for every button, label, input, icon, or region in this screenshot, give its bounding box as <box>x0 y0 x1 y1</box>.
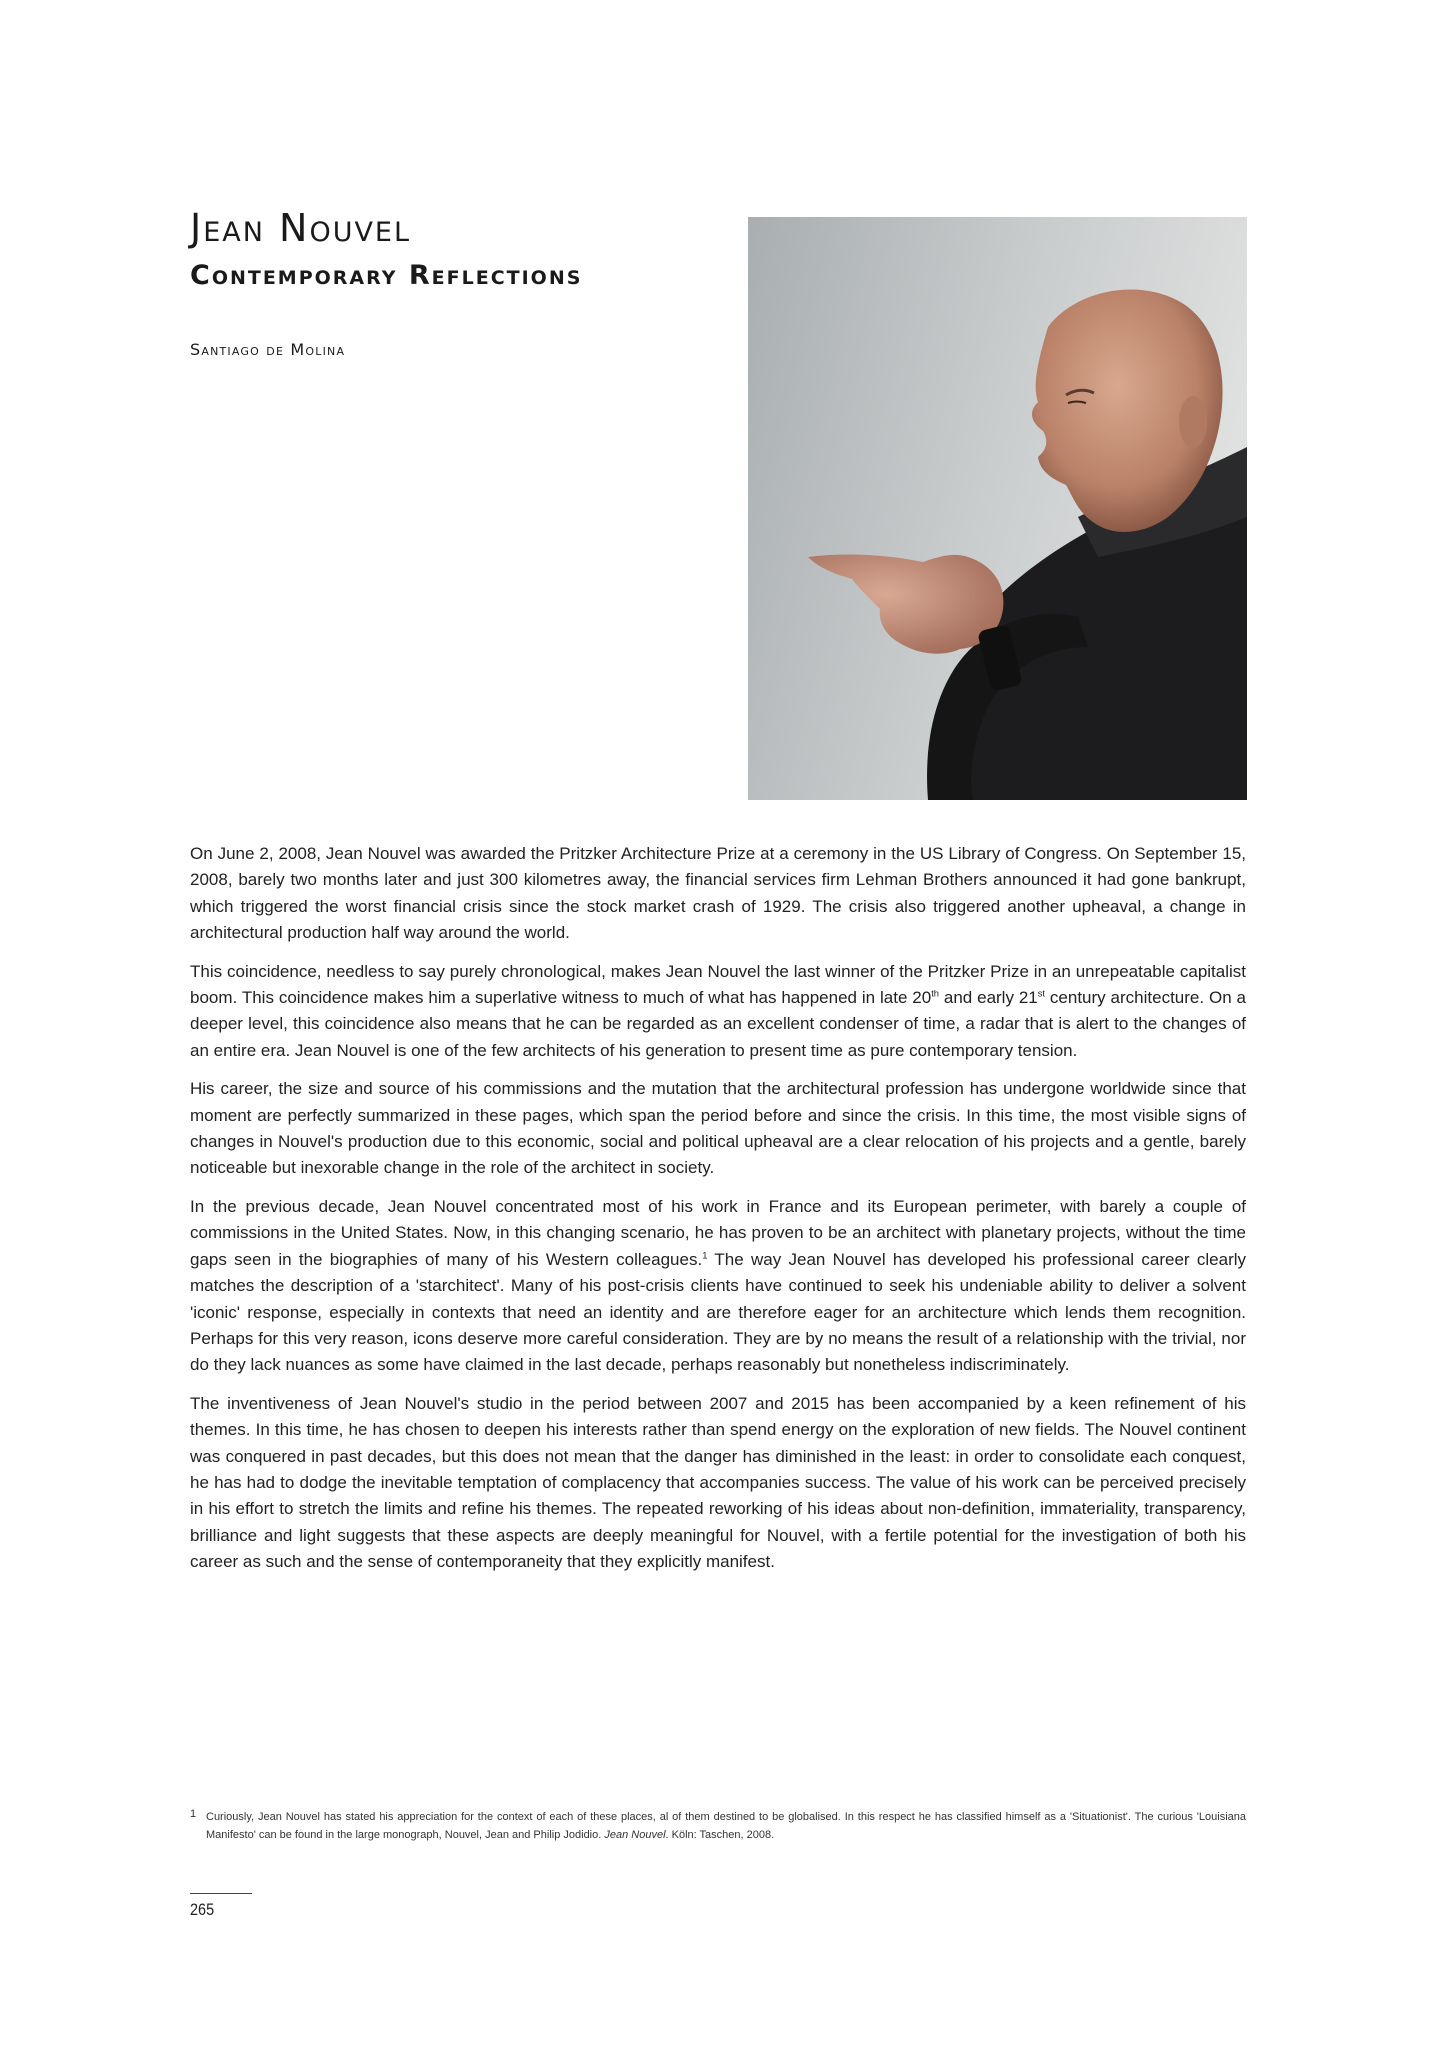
footnote-text <box>190 1808 1246 1844</box>
portrait-photo <box>748 217 1247 800</box>
footnote <box>190 1808 1246 1844</box>
text-run: On June 2, 2008, Jean Nouvel was awarded the Pritzker Architecture Prize at a ceremony in the US Library of Congress. On September 15, 2008, barely two months later and just 300 kilometres away, the financial services firm Lehman Brothers announced it had gone bankrupt, which triggered the worst financial crisis since the stock market crash of 1929. The crisis also triggered another upheaval, a change in architectural production half way around the world. <box>190 844 1246 943</box>
text-run: His career, the size and source of his commissions and the mutation that the architectural profession has undergone worldwide since that moment are perfectly summarized in these pages, which span the period before and since the crisis. In this time, the most visible signs of changes in Nouvel's production due to this economic, social and political upheaval are a clear relocation of his projects and a gentle, barely noticeable but inexorable change in the role of the architect in society. <box>190 1079 1246 1178</box>
author-name: Santiago de Molina <box>190 340 346 359</box>
footnote-number: 1 <box>190 1808 197 1820</box>
text-run: Curiously, Jean Nouvel has stated his appreciation for the context of each of these places, al of them destined to be globalised. In this respect he has classified himself as a 'Situationist'. The curious 'Louisiana Manifesto' can be found in the large monograph, Nouvel, Jean and Philip Jodidio. <box>206 1811 1246 1841</box>
article-body <box>190 841 1246 1588</box>
text-run: In the previous decade, Jean Nouvel concentrated most of his work in France and its European perimeter, with barely a couple of commissions in the United States. Now, in this changing scenario, he has proven to be an architect with planetary projects, without the time gaps seen in the biographies of many of his Western colleagues. <box>190 1196 1246 1269</box>
body-paragraph <box>190 841 1246 947</box>
superscript: st <box>1037 988 1046 999</box>
text-run: The inventiveness of Jean Nouvel's studio in the period between 2007 and 2015 has been accompanied by a keen refinement of his themes. In this time, he has chosen to deepen his interests rather than spend energy on the exploration of new fields. The Nouvel continent was conquered in past decades, but this does not mean that the danger has diminished in the least: in order to consolidate each conquest, he has had to dodge the inevitable temptation of complacency that accompanies success. The value of his work can be perceived precisely in his effort to stretch the limits and refine his themes. The repeated reworking of his ideas about non-definition, immateriality, transparency, brilliance and light suggests that these aspects are deeply meaningful for Nouvel, with a fertile potential for the investigation of both his career as such and the sense of contemporaneity that they explicitly manifest. <box>190 1393 1246 1572</box>
page-number: 265 <box>190 1900 215 1919</box>
body-paragraph <box>190 959 1246 1065</box>
article-subtitle: Contemporary Reflections <box>190 260 583 291</box>
text-run: The way Jean Nouvel has developed his professional career clearly matches the description of a 'starchitect'. Many of his post-crisis clients have continued to seek his undeniable ability to deliver a solvent 'iconic' response, especially in contexts that need an identity and are therefore eager for an architecture which lends them recognition. Perhaps for this very reason, icons deserve more careful consideration. They are by no means the result of a relationship with the trivial, nor do they lack nuances as some have claimed in the last decade, perhaps reasonably but nonetheless indiscriminately. <box>190 1249 1247 1375</box>
body-paragraph <box>190 1076 1246 1182</box>
portrait-image <box>748 217 1247 800</box>
text-run: . Köln: Taschen, 2008. <box>665 1829 775 1841</box>
page-number-rule <box>190 1893 252 1894</box>
article-title: Jean Nouvel <box>190 206 412 250</box>
body-paragraph <box>190 1194 1246 1379</box>
text-run: This coincidence, needless to say purely chronological, makes Jean Nouvel the last winner of the Pritzker Prize in an unrepeatable capitalist boom. This coincidence makes him a superlative witness to much of what has happened in late 20 <box>190 961 1246 1008</box>
text-run: century architecture. On a deeper level, this coincidence also means that he can be regarded as an excellent condenser of time, a radar that is alert to the changes of an entire era. Jean Nouvel is one of the few architects of his generation to present time as pure contemporary tension. <box>190 988 1246 1060</box>
superscript: 1 <box>702 1250 708 1261</box>
italic-text: Jean Nouvel <box>604 1829 666 1841</box>
body-paragraph <box>190 1391 1246 1576</box>
text-run: and early 21 <box>938 988 1038 1008</box>
superscript: th <box>931 988 939 999</box>
